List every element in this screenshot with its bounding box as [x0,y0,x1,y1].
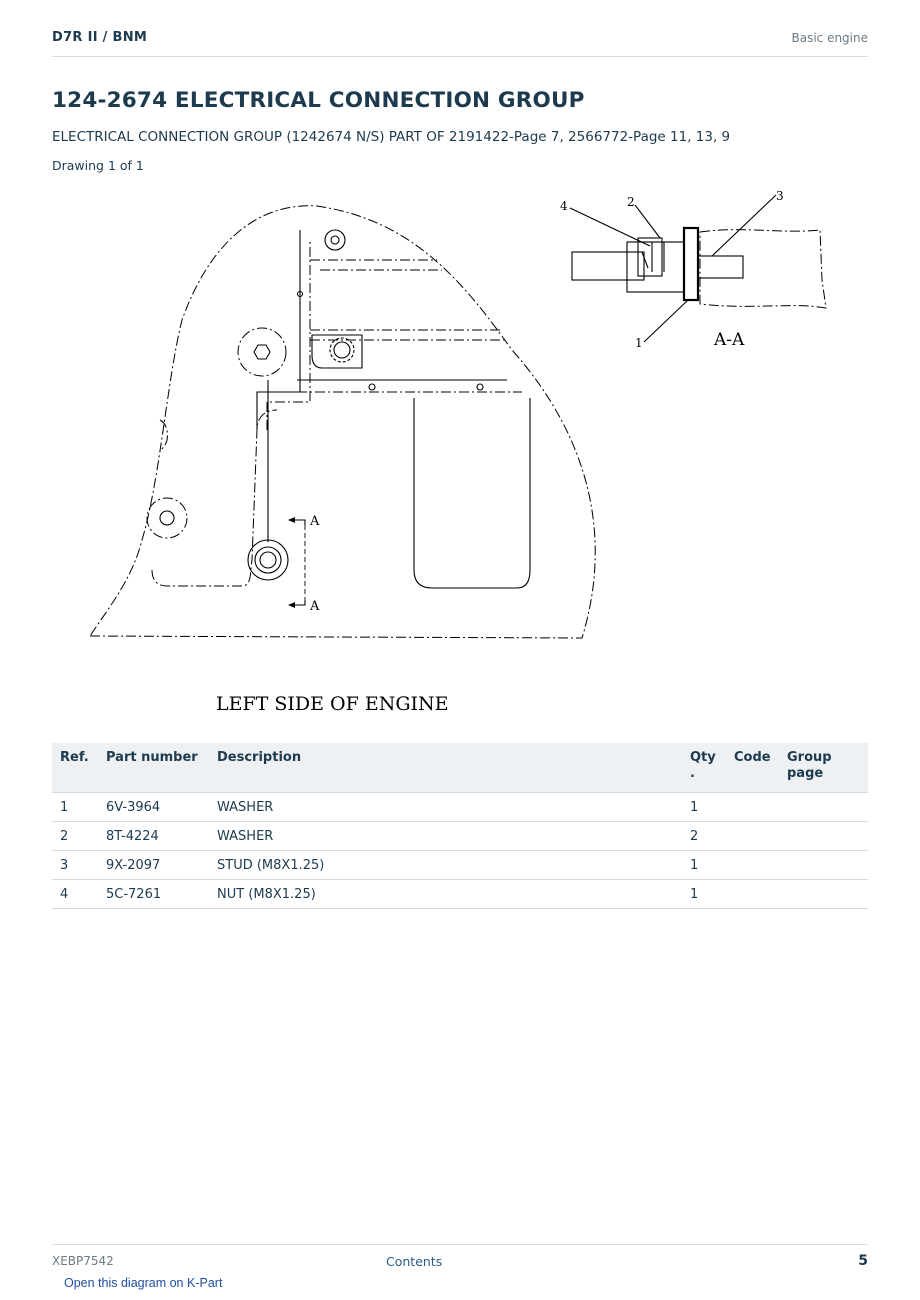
callout-4: 4 [560,199,568,213]
section-marker-bottom: A [310,599,320,614]
diagram-caption: LEFT SIDE OF ENGINE [216,693,449,715]
col-qty: Qty . [682,743,726,793]
contents-link[interactable]: Contents [386,1254,443,1269]
section-label: Basic engine [791,31,868,45]
cell-ref: 2 [52,822,98,851]
section-plate [700,230,826,308]
cell-group-page [779,851,868,880]
callout-3: 3 [776,189,784,203]
cell-part-number: 8T-4224 [98,822,209,851]
cell-qty: 2 [682,822,726,851]
cell-code [726,851,779,880]
page-title: 124-2674 ELECTRICAL CONNECTION GROUP [52,88,585,113]
housing-outline [90,206,595,638]
table-header-row [52,743,868,793]
page-footer [52,1244,868,1275]
table-row [52,793,868,822]
cell-description: STUD (M8X1.25) [209,851,682,880]
page-number: 5 [858,1253,868,1269]
col-group-page: Group page [779,743,868,793]
cell-group-page [779,793,868,822]
cell-code [726,793,779,822]
callout-2: 2 [627,195,635,209]
cell-part-number: 5C-7261 [98,880,209,909]
cell-ref: 1 [52,793,98,822]
cell-ref: 4 [52,880,98,909]
table-row [52,851,868,880]
cell-description: NUT (M8X1.25) [209,880,682,909]
model-label: D7R II / BNM [52,30,148,45]
callout-1: 1 [635,336,643,350]
cell-qty: 1 [682,880,726,909]
table-row [52,880,868,909]
kpart-link[interactable]: Open this diagram on K-Part [64,1276,223,1290]
col-description: Description [209,743,682,793]
drawing-count: Drawing 1 of 1 [52,158,144,173]
page-subtitle: ELECTRICAL CONNECTION GROUP (1242674 N/S) PART OF 2191422-Page 7, 2566772-Page 11, 13, 9 [52,129,731,145]
parts-diagram [52,180,868,725]
cell-description: WASHER [209,793,682,822]
parts-table [52,743,868,909]
col-part-number: Part number [98,743,209,793]
cell-code [726,880,779,909]
cell-part-number: 9X-2097 [98,851,209,880]
section-marker-top: A [310,514,320,529]
page-header [52,28,868,57]
section-label: A-A [714,330,745,350]
col-code: Code [726,743,779,793]
col-ref: Ref. [52,743,98,793]
cell-part-number: 6V-3964 [98,793,209,822]
cell-qty: 1 [682,851,726,880]
cell-description: WASHER [209,822,682,851]
cell-code [726,822,779,851]
cell-qty: 1 [682,793,726,822]
table-row [52,822,868,851]
cell-group-page [779,880,868,909]
cell-ref: 3 [52,851,98,880]
cell-group-page [779,822,868,851]
document-id: XEBP7542 [52,1254,114,1268]
